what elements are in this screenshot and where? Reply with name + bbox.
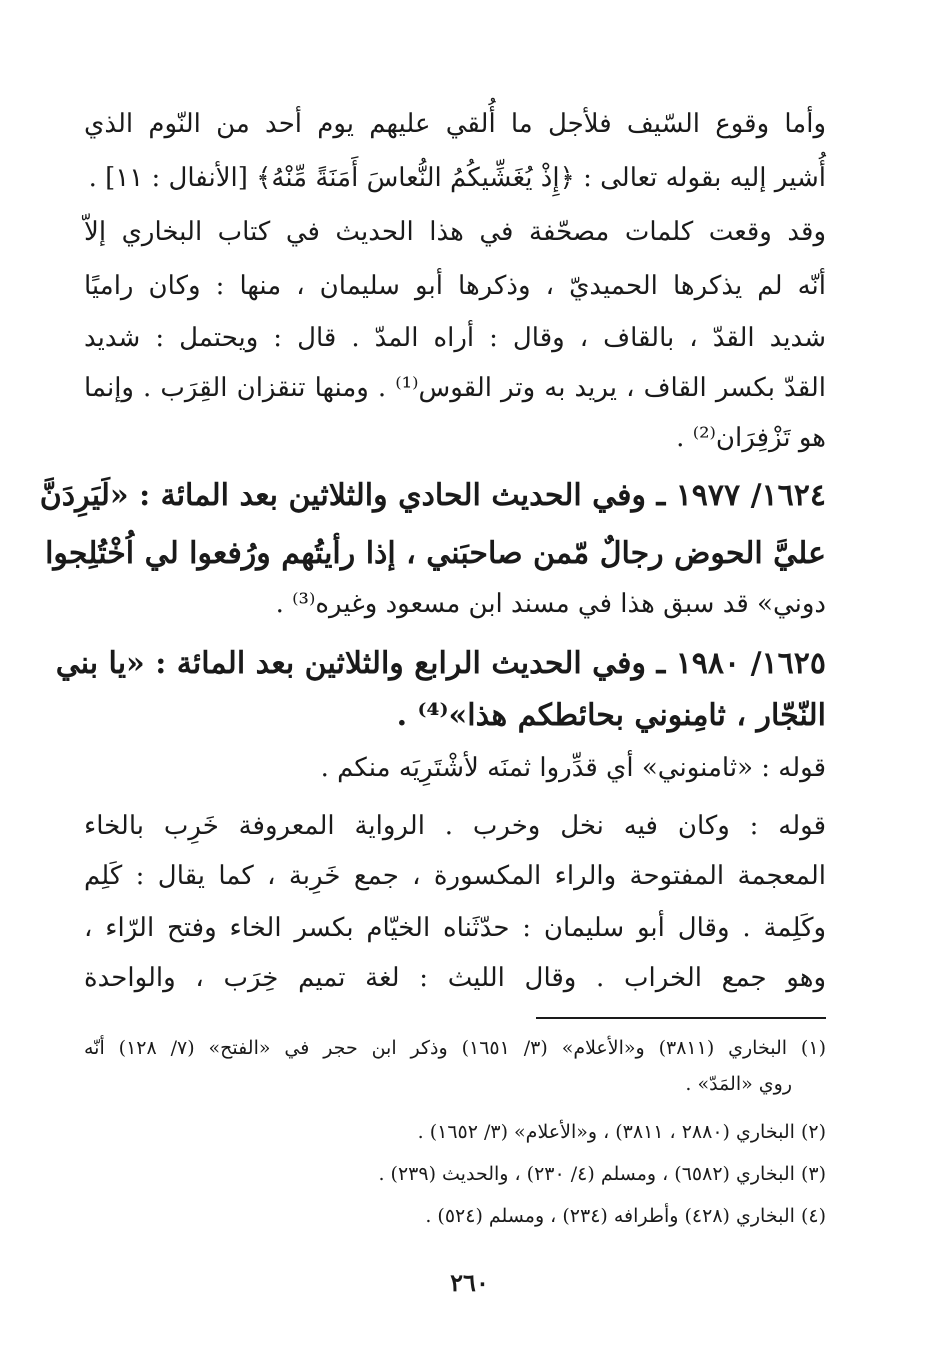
footnote-separator [536, 1017, 826, 1019]
footnote-3: (٣) البخاري (٦٥٨٢) ، ومسلم (٤/ ٢٣٠) ، والحديث (٢٣٩) . [378, 1163, 826, 1185]
body-line: قوله : «ثامنوني» أي قدِّروا ثمنَه لأشْتَرِيَه منكم . [320, 753, 826, 783]
body-line: دوني» قد سبق هذا في مسند ابن مسعود وغيره⁽³⁾ . [275, 589, 826, 619]
body-line: القدّ بكسر القاف ، يريد به وتر القوس⁽¹⁾ . ومنها تنقزان القِرَب . وإنما [84, 373, 826, 403]
footnote-1-continued: روي «المَدّ» . [685, 1073, 792, 1095]
body-line: أنّه لم يذكرها الحميديّ ، وذكرها أبو سليمان ، منها : وكان راميًا [84, 271, 826, 301]
body-line: المعجمة المفتوحة والراء المكسورة ، جمع خَرِبة ، كما يقال : كَلِم [84, 861, 826, 891]
hadith-text: النّجّار ، ثامِنوني بحائطكم هذا»⁽⁴⁾ . [396, 698, 826, 733]
footnote-1: (١) البخاري (٣٨١١) و«الأعلام» (٣/ ١٦٥١) وذكر ابن حجر في «الفتح» (٧/ ١٢٨) أنّه [84, 1037, 826, 1059]
footnote-2: (٢) البخاري (٢٨٨٠ ، ٣٨١١) ، و«الأعلام» (٣/ ١٦٥٢) . [417, 1121, 826, 1143]
hadith-text: عليَّ الحوض رجالٌ مّمن صاحبَني ، إذا رأيتُهم ورُفعوا لي اُخْتُلِجوا [45, 536, 826, 571]
footnote-4: (٤) البخاري (٤٢٨) وأطرافه (٢٣٤) ، ومسلم (٥٢٤) . [425, 1205, 826, 1227]
body-line: وهو جمع الخراب . وقال الليث : لغة تميم خِرَب ، والواحدة [84, 963, 826, 993]
body-line: شديد القدّ ، بالقاف ، وقال : أراه المدّ . قال : ويحتمل : شديد [84, 323, 826, 353]
page-number: ٢٦٠ [450, 1268, 489, 1297]
body-line: هو تَزْفِرَان⁽²⁾ . [676, 423, 826, 453]
hadith-heading-1624: ١٦٢٤/ ١٩٧٧ ـ وفي الحديث الحادي والثلاثين بعد المائة : «لَيَرِدَنَّ [39, 478, 826, 513]
body-line: قوله : وكان فيه نخل وخرب . الرواية المعروفة خَرِب بالخاء [84, 811, 826, 841]
body-line: أُشير إليه بقوله تعالى : ﴿إِذْ يُغَشِّيكُمُ النُّعاسَ أَمَنَةً مِّنْهُ﴾ [الأنفال : ١١] . [88, 163, 826, 193]
hadith-heading-1625: ١٦٢٥/ ١٩٨٠ ـ وفي الحديث الرابع والثلاثين بعد المائة : «يا بني [55, 646, 826, 681]
body-line: وكَلِمة . وقال أبو سليمان : حدّثَناه الخيّام بكسر الخاء وفتح الرّاء ، [84, 913, 826, 943]
body-line: وقد وقعت كلمات مصحّفة في هذا الحديث في كتاب البخاري إلاّ [84, 217, 826, 247]
body-line: وأما وقوع السّيف فلأجل ما أُلقي عليهم يوم أحد من النّوم الذي [84, 109, 826, 139]
